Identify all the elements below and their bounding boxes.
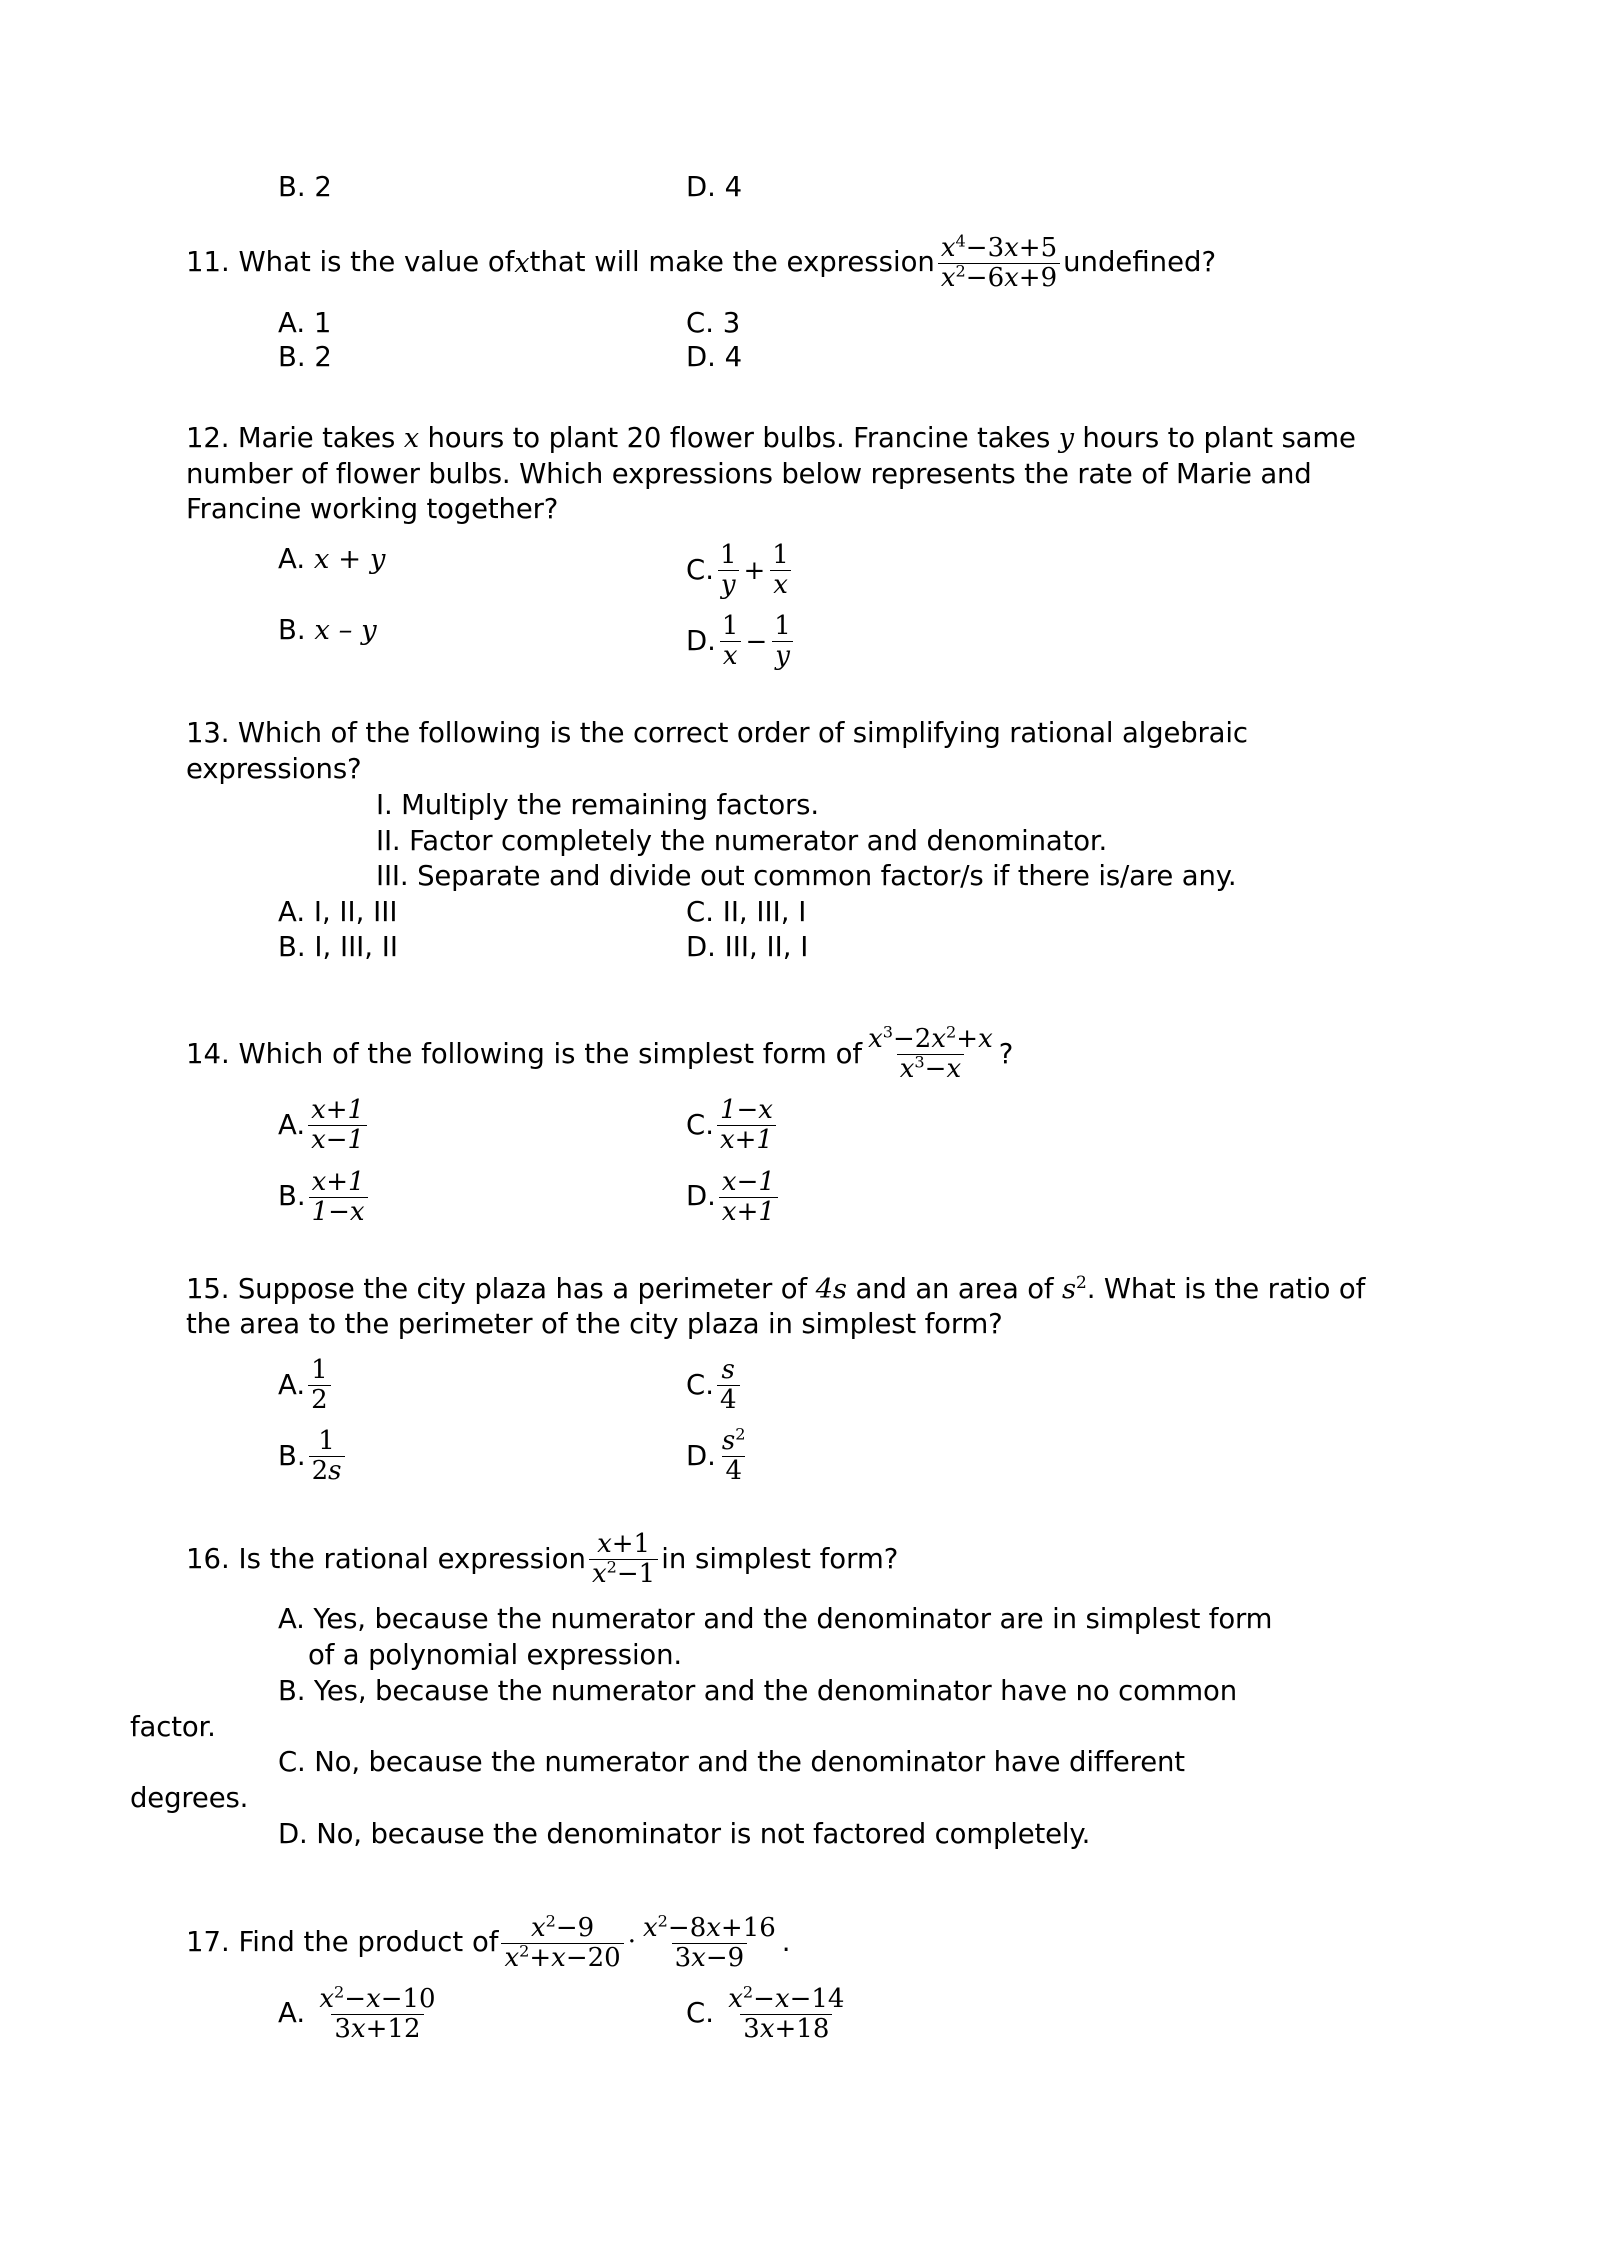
question-15-stem bbox=[186, 1272, 1408, 1344]
q17-a-den: 3x+12 bbox=[331, 2014, 423, 2043]
question-15-choice-a-letter: A. bbox=[278, 1368, 306, 1401]
question-12-choices-row-1 bbox=[186, 542, 1408, 599]
question-13-choices-row-2 bbox=[186, 930, 1408, 965]
question-12-choice-d[interactable] bbox=[686, 613, 1186, 670]
question-11-choice-d[interactable]: D. 4 bbox=[686, 341, 743, 374]
q12-d-f2-den: y bbox=[772, 641, 793, 670]
question-17-factor-1 bbox=[501, 1910, 623, 1973]
question-14-expression bbox=[865, 1022, 996, 1085]
question-12-stem-part1: 12. Marie takes bbox=[186, 421, 404, 454]
orphan-choice-row bbox=[186, 170, 1408, 205]
question-11-choices-row-1 bbox=[186, 306, 1408, 341]
orphan-choice-d[interactable]: D. 4 bbox=[686, 171, 743, 203]
question-11-choice-b[interactable]: B. 2 bbox=[278, 341, 332, 374]
question-16-stem-after: in simplest form? bbox=[661, 1542, 899, 1575]
question-11-choice-c[interactable]: C. 3 bbox=[686, 306, 741, 339]
q12-d-f1-den: x bbox=[720, 641, 741, 670]
question-11-numerator: $x^4-3x+5$ bbox=[940, 230, 1058, 263]
question-12-stem bbox=[186, 421, 1408, 528]
q14-c-den: x+1 bbox=[717, 1125, 776, 1154]
question-12-choice-a-letter: A. bbox=[278, 543, 306, 576]
question-13-choice-c[interactable]: C. II, III, I bbox=[686, 896, 807, 929]
question-16-numerator: x+1 bbox=[597, 1529, 651, 1560]
question-17-choice-a-letter: A. bbox=[278, 1997, 306, 2030]
question-17-stem bbox=[186, 1910, 1408, 1973]
question-15-math-area: $s^2$ bbox=[1062, 1272, 1087, 1305]
question-14-choice-a-frac bbox=[308, 1097, 367, 1154]
question-16-choice-a-line1[interactable]: A. Yes, because the numerator and the denominator are in simplest form bbox=[278, 1603, 1273, 1636]
question-14-choice-a[interactable] bbox=[186, 1097, 686, 1154]
question-13-choices-row-1 bbox=[186, 895, 1408, 930]
question-12-choice-b[interactable] bbox=[186, 613, 686, 649]
question-14-stem-before: 14. Which of the following is the simplest form of bbox=[186, 1038, 863, 1071]
question-17-choice-a[interactable] bbox=[186, 1981, 686, 2044]
question-11-stem-mid: that will make the expression bbox=[529, 246, 935, 279]
question-16-choice-b-line1[interactable]: B. Yes, because the numerator and the denominator have no common bbox=[278, 1674, 1237, 1707]
question-15-stem-part2: and an area of bbox=[846, 1272, 1063, 1305]
q14-b-den: 1−x bbox=[309, 1197, 368, 1226]
question-15-choices-row-1 bbox=[186, 1357, 1408, 1414]
question-14-choice-d-letter: D. bbox=[686, 1180, 716, 1213]
question-15-choice-d[interactable] bbox=[686, 1424, 1186, 1487]
question-14-choice-c-frac bbox=[717, 1097, 776, 1154]
question-12-stem-var1: x bbox=[403, 422, 419, 454]
question-15-choice-d-letter: D. bbox=[686, 1439, 716, 1472]
orphan-choice-b[interactable]: B. 2 bbox=[278, 171, 332, 203]
question-15-choices-row-2 bbox=[186, 1424, 1408, 1487]
question-14-choices-row-1 bbox=[186, 1097, 1408, 1154]
question-13-step-1: I. Multiply the remaining factors. bbox=[376, 788, 819, 821]
question-11-choices-row-2 bbox=[186, 340, 1408, 375]
question-13-stem: 13. Which of the following is the correct order of simplifying rational algebraic expressions? bbox=[186, 717, 1248, 786]
q12-c-f1-num: 1 bbox=[719, 540, 737, 571]
q12-c-f2-den: x bbox=[770, 570, 791, 599]
question-14-choice-a-letter: A. bbox=[278, 1109, 306, 1142]
question-13-step-3: III. Separate and divide out common factor/s if there is/are any. bbox=[376, 860, 1237, 893]
q12-d-f2-num: 1 bbox=[774, 611, 791, 642]
question-11-stem-before: 11. What is the value of bbox=[186, 246, 515, 279]
question-16-stem bbox=[186, 1531, 1408, 1588]
question-11-choice-a[interactable]: A. 1 bbox=[278, 306, 332, 339]
question-11-stem-var: x bbox=[514, 247, 530, 279]
q15-a-den: 2 bbox=[308, 1385, 331, 1414]
question-17-stem-after: . bbox=[781, 1926, 791, 1959]
question-14-denominator: $x^3-x$ bbox=[897, 1054, 964, 1083]
question-12-stem-part3: hours to plant same number of flower bulbs. Which expressions below represents the rate of Marie and Francine working together? bbox=[186, 421, 1356, 526]
question-14-stem-after: ? bbox=[998, 1038, 1014, 1071]
question-16-denominator: $x^2-1$ bbox=[589, 1559, 658, 1588]
q17-f2-den: 3x−9 bbox=[672, 1943, 748, 1972]
question-12-choice-c-op: + bbox=[743, 555, 766, 586]
q17-c-den: 3x+18 bbox=[740, 2014, 832, 2043]
q12-d-f1-num: 1 bbox=[721, 611, 739, 642]
question-13-step-2: II. Factor completely the numerator and denominator. bbox=[376, 824, 1108, 857]
question-16-choice-a-line2: of a polynomial expression. bbox=[308, 1639, 682, 1672]
question-17-choice-c-letter: C. bbox=[686, 1997, 714, 2030]
question-15-choice-b-letter: B. bbox=[278, 1439, 306, 1472]
question-13-choice-d[interactable]: D. III, II, I bbox=[686, 930, 809, 963]
question-12-choice-c-frac1 bbox=[717, 542, 740, 599]
question-12-choice-d-frac2 bbox=[771, 613, 794, 670]
question-17-stem-before: 17. Find the product of bbox=[186, 1926, 499, 1959]
question-15-choice-d-frac bbox=[719, 1424, 749, 1487]
question-12-choice-c-letter: C. bbox=[686, 553, 714, 586]
q15-c-den: 4 bbox=[717, 1385, 740, 1414]
question-15-choice-c[interactable] bbox=[686, 1357, 1186, 1414]
question-16-choice-c-line1[interactable]: C. No, because the numerator and the denominator have different bbox=[278, 1746, 1185, 1779]
question-12-choice-a[interactable] bbox=[186, 542, 686, 578]
question-16-choice-c-line2: degrees. bbox=[130, 1782, 249, 1815]
question-12-choice-d-op: − bbox=[745, 626, 768, 657]
question-12-stem-part2: hours to plant 20 flower bulbs. Francine takes bbox=[418, 421, 1059, 454]
worksheet-content bbox=[130, 170, 1408, 2044]
question-17-choice-c[interactable] bbox=[686, 1981, 1186, 2044]
question-15-stem-part3: . What is the ratio of the area to the perimeter of the city plaza in simplest form? bbox=[186, 1272, 1366, 1341]
question-17-operator: · bbox=[627, 1927, 636, 1958]
q15-a-num: 1 bbox=[311, 1355, 328, 1386]
question-12-choice-c-frac2 bbox=[769, 542, 792, 599]
question-15-choice-b[interactable] bbox=[186, 1428, 686, 1485]
question-14-choice-c[interactable] bbox=[686, 1097, 1186, 1154]
question-14-choice-b[interactable] bbox=[186, 1166, 686, 1227]
question-11-stem-after: undefined? bbox=[1063, 246, 1217, 279]
question-15-choice-a-frac bbox=[308, 1357, 331, 1414]
question-11-stem bbox=[186, 230, 1408, 293]
q15-d-num: $s^2$ bbox=[721, 1424, 746, 1457]
question-17-choices-row-1 bbox=[186, 1981, 1408, 2044]
q14-c-num: 1−x bbox=[719, 1095, 773, 1126]
question-12-choice-c[interactable] bbox=[686, 542, 1186, 599]
q17-f2-num: $x^2-8x+16$ bbox=[642, 1910, 776, 1943]
question-16-choice-b-line2: factor. bbox=[130, 1710, 216, 1743]
q17-f1-num: $x^2-9$ bbox=[530, 1910, 595, 1943]
q14-b-num: x+1 bbox=[311, 1166, 365, 1197]
question-14-choice-d-frac bbox=[719, 1166, 778, 1227]
q17-f1-den: $x^2+x-20$ bbox=[501, 1943, 623, 1972]
question-11-expression bbox=[938, 230, 1060, 293]
q14-d-num: x−1 bbox=[721, 1166, 775, 1197]
question-16-expression bbox=[589, 1531, 658, 1588]
question-15-choice-c-letter: C. bbox=[686, 1368, 714, 1401]
question-14-choices-row-2 bbox=[186, 1166, 1408, 1227]
q12-c-f1-den: y bbox=[718, 570, 739, 599]
question-15-choice-b-frac bbox=[309, 1428, 345, 1485]
question-16-stem-before: 16. Is the rational expression bbox=[186, 1542, 586, 1575]
question-12-stem-var2: y bbox=[1058, 422, 1074, 454]
q14-a-num: x+1 bbox=[311, 1095, 365, 1126]
question-14-numerator: $x^3-2x^2+x$ bbox=[868, 1022, 993, 1055]
q12-c-f2-num: 1 bbox=[772, 540, 789, 571]
question-15-math-perimeter: 4s bbox=[815, 1272, 847, 1305]
question-12-choice-d-letter: D. bbox=[686, 624, 716, 657]
question-15-choice-a[interactable] bbox=[186, 1357, 686, 1414]
question-15-choice-c-frac bbox=[717, 1357, 740, 1414]
question-17-choice-c-frac bbox=[717, 1981, 856, 2044]
question-14-choice-c-letter: C. bbox=[686, 1109, 714, 1142]
question-14-choice-d[interactable] bbox=[686, 1166, 1186, 1227]
question-14-choice-b-letter: B. bbox=[278, 1180, 306, 1213]
question-13-choice-a[interactable]: A. I, II, III bbox=[278, 896, 398, 929]
question-12-choice-d-frac1 bbox=[719, 613, 742, 670]
question-12-choices-row-2 bbox=[186, 613, 1408, 670]
question-14-stem bbox=[186, 1022, 1408, 1085]
q17-a-num: $x^2-x-10$ bbox=[319, 1981, 444, 2014]
question-14-choice-b-frac bbox=[309, 1166, 368, 1227]
question-17-factor-2 bbox=[640, 1910, 779, 1973]
q15-b-den: 2s bbox=[309, 1456, 345, 1485]
question-16-choice-d-line1[interactable]: D. No, because the denominator is not factored completely. bbox=[278, 1817, 1091, 1850]
question-17-choice-a-frac bbox=[308, 1981, 447, 2044]
question-13-choice-b[interactable]: B. I, III, II bbox=[278, 930, 398, 963]
q17-c-num: $x^2-x-14$ bbox=[728, 1981, 853, 2014]
q15-c-num: s bbox=[721, 1355, 735, 1386]
q14-d-den: x+1 bbox=[719, 1197, 778, 1226]
question-12-choice-b-letter: B. bbox=[278, 614, 306, 647]
q14-a-den: x−1 bbox=[308, 1125, 367, 1154]
q15-d-den: 4 bbox=[722, 1456, 745, 1485]
question-15-stem-part1: 15. Suppose the city plaza has a perimeter of bbox=[186, 1272, 816, 1305]
q15-b-num: 1 bbox=[318, 1426, 335, 1457]
question-12-choice-b-body: x – y bbox=[314, 614, 377, 647]
question-11-denominator: $x^2-6x+9$ bbox=[938, 263, 1060, 292]
question-12-choice-a-body: x + y bbox=[313, 543, 386, 576]
